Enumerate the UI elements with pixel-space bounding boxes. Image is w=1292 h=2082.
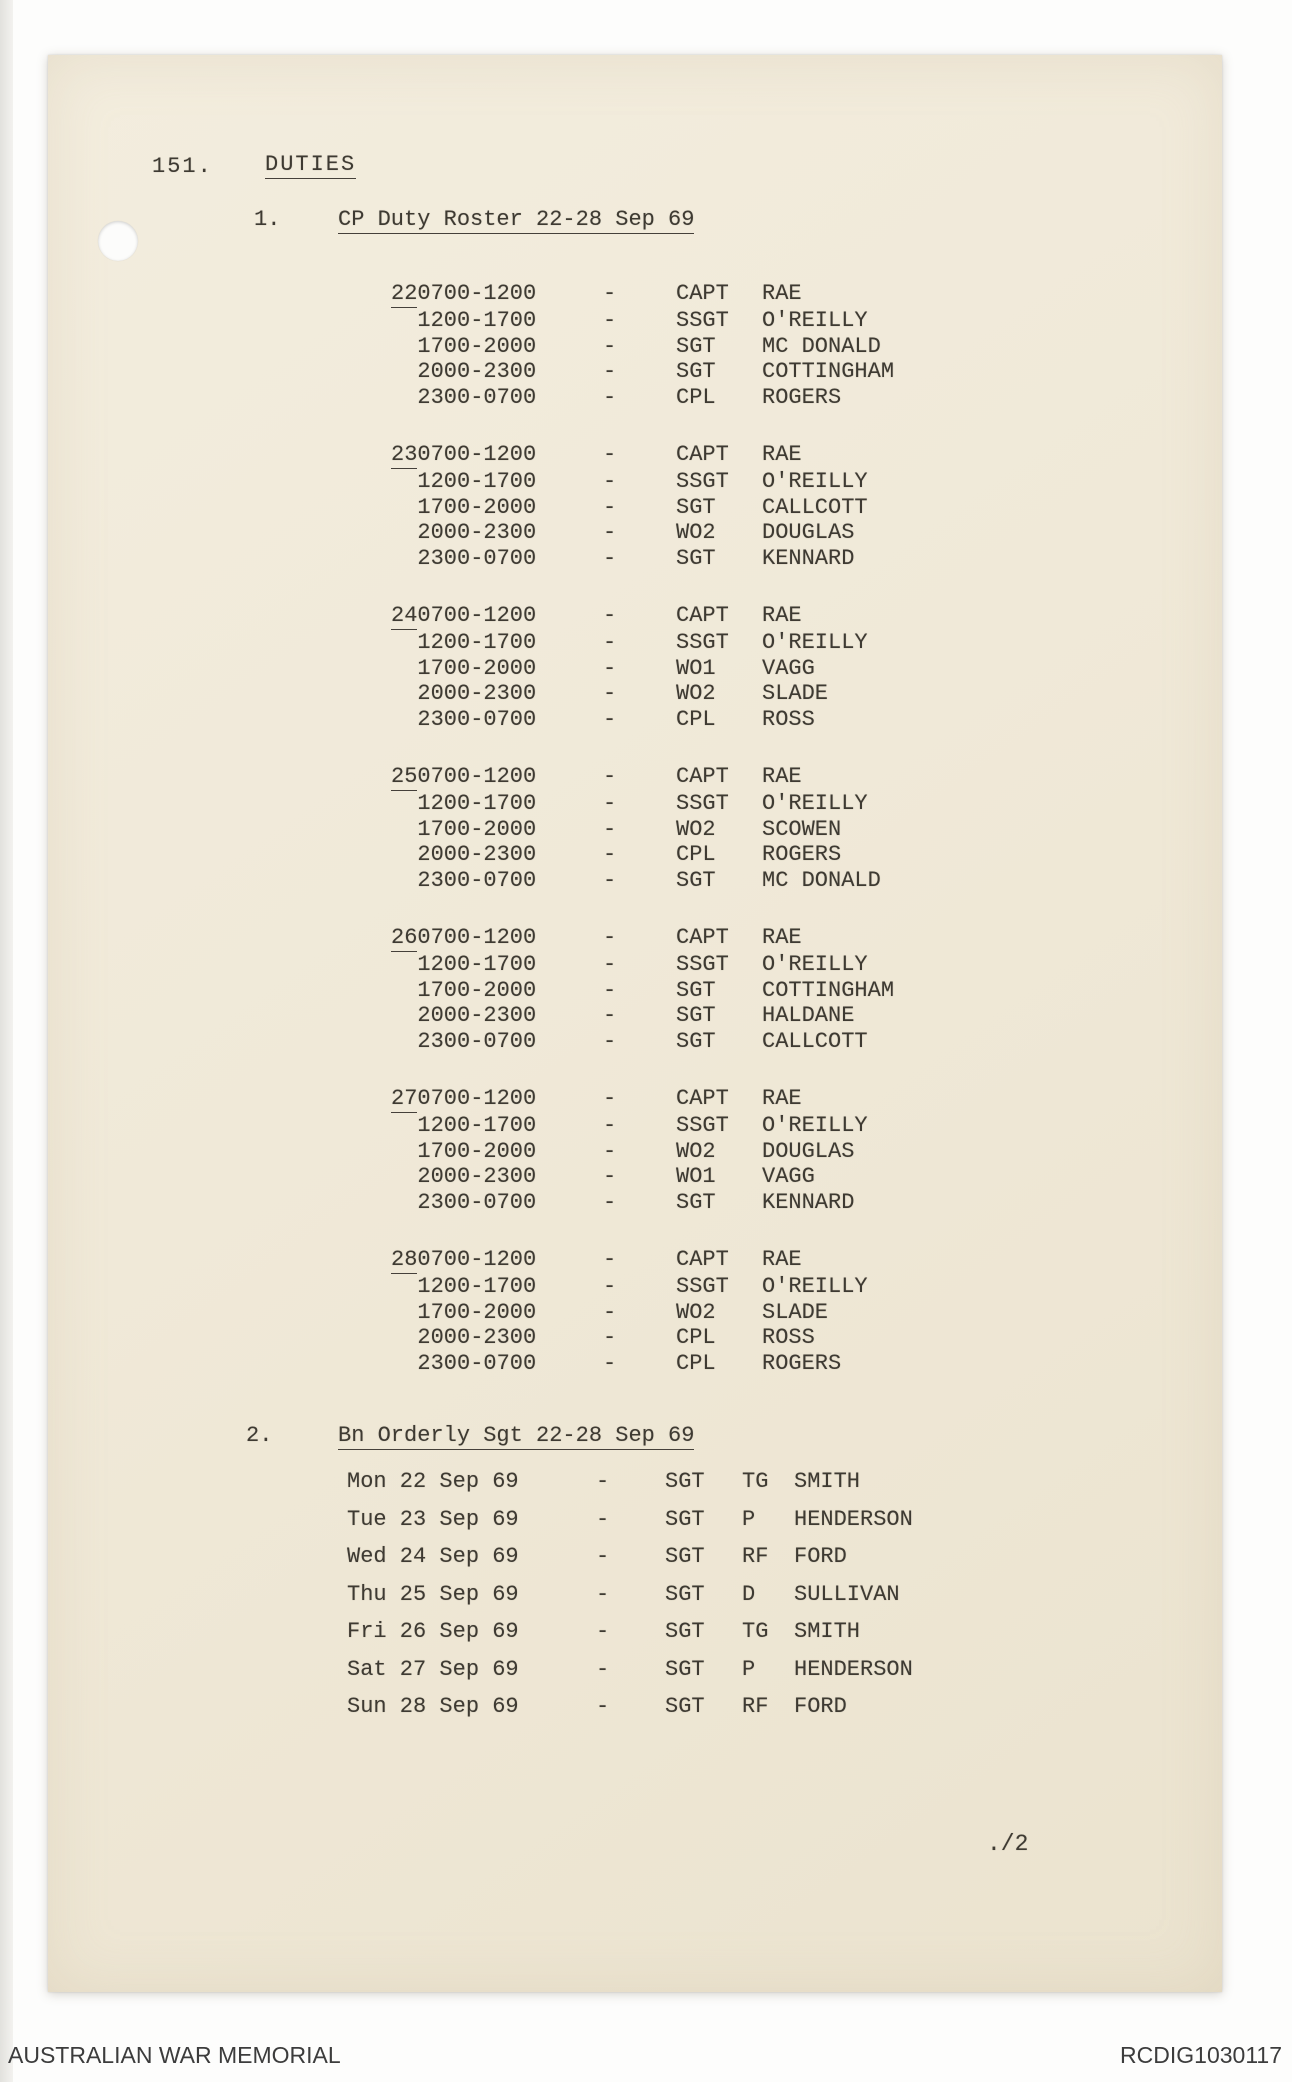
surname: SMITH bbox=[794, 1469, 861, 1494]
day-number: 23 bbox=[391, 441, 418, 467]
dash-separator: - bbox=[603, 842, 617, 868]
dash-separator: - bbox=[603, 520, 617, 546]
surname: SMITH bbox=[794, 1619, 861, 1644]
rank: SGT bbox=[676, 1003, 716, 1029]
time-cell bbox=[391, 1274, 603, 1300]
rank: SGT bbox=[676, 868, 716, 894]
duty-row bbox=[391, 1247, 894, 1274]
person-name: DOUGLAS bbox=[762, 1138, 855, 1164]
rank: CPL bbox=[676, 842, 716, 868]
time-cell bbox=[391, 442, 603, 469]
rank: SGT bbox=[676, 977, 716, 1003]
day-number: 24 bbox=[391, 602, 418, 628]
time-range: 0700-1200 bbox=[417, 441, 537, 467]
initials: RF bbox=[742, 1694, 769, 1719]
dash-separator: - bbox=[603, 1351, 617, 1377]
dash-separator: - bbox=[603, 1299, 617, 1325]
orderly-sgt-roster bbox=[347, 1469, 913, 1732]
person-name: ROGERS bbox=[762, 1351, 842, 1377]
duty-row bbox=[391, 520, 894, 546]
scanner-edge-strip bbox=[0, 0, 13, 2082]
dash-separator: - bbox=[596, 1506, 610, 1532]
duty-row bbox=[391, 681, 894, 707]
rank: SGT bbox=[665, 1619, 705, 1644]
duty-row bbox=[391, 495, 894, 521]
rank: WO2 bbox=[676, 681, 716, 707]
person-name: RAE bbox=[762, 441, 802, 467]
dash-separator: - bbox=[603, 307, 617, 333]
time-range: 2000-2300 bbox=[417, 1164, 537, 1190]
duty-day-block bbox=[391, 281, 894, 411]
dash-separator: - bbox=[603, 602, 617, 628]
dash-separator: - bbox=[603, 707, 617, 733]
time-range: 2300-0700 bbox=[417, 1190, 537, 1216]
continuation-mark: ./2 bbox=[987, 1831, 1029, 1857]
rank: SSGT bbox=[676, 1273, 729, 1299]
time-cell bbox=[391, 469, 603, 495]
duty-row bbox=[391, 1139, 894, 1165]
date: Wed 24 Sep 69 bbox=[347, 1544, 519, 1569]
time-cell bbox=[391, 281, 603, 308]
person-name: KENNARD bbox=[762, 546, 855, 572]
person-name: VAGG bbox=[762, 1164, 815, 1190]
time-cell bbox=[391, 1190, 603, 1216]
dash-separator: - bbox=[603, 1029, 617, 1055]
initials: P bbox=[742, 1656, 756, 1682]
surname: HENDERSON bbox=[794, 1506, 913, 1532]
dash-separator: - bbox=[603, 816, 617, 842]
document-page bbox=[48, 55, 1222, 1992]
person-name: RAE bbox=[762, 1085, 802, 1111]
rank: SGT bbox=[665, 1656, 705, 1682]
time-cell bbox=[391, 1139, 603, 1165]
rank: CAPT bbox=[676, 1085, 729, 1111]
duty-day-block bbox=[391, 1086, 894, 1216]
time-cell bbox=[391, 385, 603, 411]
time-range: 1700-2000 bbox=[417, 494, 537, 520]
time-range: 1700-2000 bbox=[417, 1299, 537, 1325]
rank: CPL bbox=[676, 1351, 716, 1377]
time-range: 2000-2300 bbox=[417, 842, 537, 868]
time-cell bbox=[391, 681, 603, 707]
rank: CAPT bbox=[676, 763, 729, 789]
rank: CPL bbox=[676, 385, 716, 411]
time-range: 2300-0700 bbox=[417, 1351, 537, 1377]
page-number: 151. bbox=[152, 154, 213, 179]
dash-separator: - bbox=[603, 1325, 617, 1351]
rank: SSGT bbox=[676, 468, 729, 494]
time-range: 1700-2000 bbox=[417, 1138, 537, 1164]
time-range: 0700-1200 bbox=[417, 281, 537, 306]
date: Mon 22 Sep 69 bbox=[347, 1469, 519, 1494]
person-name: ROGERS bbox=[762, 842, 842, 868]
dash-separator: - bbox=[603, 763, 617, 789]
dash-separator: - bbox=[603, 385, 617, 411]
orderly-row bbox=[347, 1694, 913, 1720]
time-cell bbox=[391, 656, 603, 682]
person-name: O'REILLY bbox=[762, 1112, 868, 1138]
time-range: 1200-1700 bbox=[417, 629, 537, 655]
time-cell bbox=[391, 1113, 603, 1139]
time-cell bbox=[391, 495, 603, 521]
dash-separator: - bbox=[603, 655, 617, 681]
section2-title: Bn Orderly Sgt 22-28 Sep 69 bbox=[338, 1423, 695, 1448]
time-range: 0700-1200 bbox=[417, 924, 537, 950]
time-cell bbox=[391, 520, 603, 546]
rank: SSGT bbox=[676, 951, 729, 977]
initials: P bbox=[742, 1506, 756, 1532]
surname: HENDERSON bbox=[794, 1656, 913, 1682]
dash-separator: - bbox=[596, 1694, 610, 1719]
record-id: RCDIG1030117 bbox=[1120, 2042, 1282, 2068]
person-name: RAE bbox=[762, 281, 802, 306]
rank: SGT bbox=[676, 494, 716, 520]
section1-index: 1. bbox=[254, 207, 281, 232]
time-range: 1200-1700 bbox=[417, 307, 537, 333]
dash-separator: - bbox=[596, 1469, 610, 1494]
duty-row bbox=[391, 1003, 894, 1029]
duty-row bbox=[391, 359, 894, 385]
section2-header bbox=[246, 1423, 694, 1450]
duty-day-block bbox=[391, 925, 894, 1055]
dash-separator: - bbox=[603, 1003, 617, 1029]
date: Tue 23 Sep 69 bbox=[347, 1506, 519, 1532]
time-cell bbox=[391, 978, 603, 1004]
duty-row bbox=[391, 1113, 894, 1139]
rank: CAPT bbox=[676, 281, 729, 306]
time-range: 1200-1700 bbox=[417, 951, 537, 977]
time-range: 2300-0700 bbox=[417, 868, 537, 894]
rank: CPL bbox=[676, 707, 716, 733]
orderly-row bbox=[347, 1619, 913, 1645]
time-cell bbox=[391, 1247, 603, 1274]
duty-row bbox=[391, 1190, 894, 1216]
duty-row bbox=[391, 603, 894, 630]
initials: RF bbox=[742, 1544, 769, 1569]
duty-row bbox=[391, 817, 894, 843]
time-range: 1200-1700 bbox=[417, 790, 537, 816]
dash-separator: - bbox=[603, 546, 617, 572]
section1-header bbox=[254, 207, 694, 234]
person-name: SLADE bbox=[762, 1299, 829, 1325]
time-range: 1200-1700 bbox=[417, 468, 537, 494]
time-range: 1700-2000 bbox=[417, 977, 537, 1003]
rank: CPL bbox=[676, 1325, 716, 1351]
dash-separator: - bbox=[603, 977, 617, 1003]
orderly-row bbox=[347, 1469, 913, 1495]
time-cell bbox=[391, 1029, 603, 1055]
rank: SSGT bbox=[676, 307, 729, 333]
surname: FORD bbox=[794, 1694, 847, 1719]
rank: SSGT bbox=[676, 629, 729, 655]
time-range: 2000-2300 bbox=[417, 359, 537, 385]
time-cell bbox=[391, 630, 603, 656]
orderly-row bbox=[347, 1544, 913, 1570]
document-heading: DUTIES bbox=[265, 152, 357, 177]
person-name: O'REILLY bbox=[762, 951, 868, 977]
rank: WO2 bbox=[676, 1299, 716, 1325]
time-range: 0700-1200 bbox=[417, 763, 537, 789]
person-name: ROGERS bbox=[762, 385, 842, 411]
dash-separator: - bbox=[603, 1112, 617, 1138]
time-range: 2300-0700 bbox=[417, 385, 537, 411]
dash-separator: - bbox=[603, 359, 617, 385]
dash-separator: - bbox=[603, 494, 617, 520]
rank: WO2 bbox=[676, 1138, 716, 1164]
rank: SSGT bbox=[676, 790, 729, 816]
dash-separator: - bbox=[603, 951, 617, 977]
rank: WO2 bbox=[676, 816, 716, 842]
day-number: 22 bbox=[391, 281, 418, 306]
rank: SGT bbox=[665, 1544, 705, 1569]
day-number: 25 bbox=[391, 763, 418, 789]
duty-row bbox=[391, 334, 894, 360]
archive-name: AUSTRALIAN WAR MEMORIAL bbox=[8, 2042, 341, 2068]
dash-separator: - bbox=[603, 629, 617, 655]
time-cell bbox=[391, 546, 603, 572]
orderly-row bbox=[347, 1657, 913, 1683]
time-cell bbox=[391, 1003, 603, 1029]
time-cell bbox=[391, 1086, 603, 1113]
dash-separator: - bbox=[596, 1656, 610, 1682]
day-number: 27 bbox=[391, 1085, 418, 1111]
person-name: COTTINGHAM bbox=[762, 359, 895, 385]
dash-separator: - bbox=[603, 868, 617, 894]
time-range: 0700-1200 bbox=[417, 1246, 537, 1272]
duty-row bbox=[391, 281, 894, 308]
duty-row bbox=[391, 630, 894, 656]
duty-row bbox=[391, 978, 894, 1004]
orderly-row bbox=[347, 1507, 913, 1533]
surname: FORD bbox=[794, 1544, 847, 1569]
rank: SGT bbox=[676, 1029, 716, 1055]
dash-separator: - bbox=[596, 1544, 610, 1569]
person-name: COTTINGHAM bbox=[762, 977, 895, 1003]
date: Sat 27 Sep 69 bbox=[347, 1656, 519, 1682]
date: Sun 28 Sep 69 bbox=[347, 1694, 519, 1719]
time-cell bbox=[391, 359, 603, 385]
initials: TG bbox=[742, 1469, 769, 1494]
dash-separator: - bbox=[603, 1164, 617, 1190]
time-range: 0700-1200 bbox=[417, 602, 537, 628]
dash-separator: - bbox=[603, 468, 617, 494]
date: Thu 25 Sep 69 bbox=[347, 1581, 519, 1607]
time-range: 1700-2000 bbox=[417, 655, 537, 681]
person-name: RAE bbox=[762, 763, 802, 789]
day-number: 26 bbox=[391, 924, 418, 950]
rank: CAPT bbox=[676, 441, 729, 467]
time-cell bbox=[391, 868, 603, 894]
person-name: ROSS bbox=[762, 1325, 815, 1351]
surname: SULLIVAN bbox=[794, 1581, 900, 1607]
duty-row bbox=[391, 925, 894, 952]
time-range: 2300-0700 bbox=[417, 707, 537, 733]
person-name: O'REILLY bbox=[762, 468, 868, 494]
time-cell bbox=[391, 334, 603, 360]
duty-row bbox=[391, 1086, 894, 1113]
dash-separator: - bbox=[603, 681, 617, 707]
time-range: 1200-1700 bbox=[417, 1273, 537, 1299]
rank: CAPT bbox=[676, 924, 729, 950]
time-cell bbox=[391, 842, 603, 868]
dash-separator: - bbox=[603, 441, 617, 467]
duty-row bbox=[391, 1351, 894, 1377]
dash-separator: - bbox=[603, 1138, 617, 1164]
rank: WO2 bbox=[676, 520, 716, 546]
person-name: RAE bbox=[762, 924, 802, 950]
time-cell bbox=[391, 764, 603, 791]
person-name: ROSS bbox=[762, 707, 815, 733]
time-cell bbox=[391, 308, 603, 334]
duty-row bbox=[391, 308, 894, 334]
time-cell bbox=[391, 707, 603, 733]
time-range: 1200-1700 bbox=[417, 1112, 537, 1138]
time-cell bbox=[391, 1300, 603, 1326]
time-cell bbox=[391, 952, 603, 978]
duty-row bbox=[391, 1325, 894, 1351]
person-name: O'REILLY bbox=[762, 790, 868, 816]
rank: SGT bbox=[665, 1581, 705, 1607]
dash-separator: - bbox=[603, 1246, 617, 1272]
duty-row bbox=[391, 842, 894, 868]
person-name: RAE bbox=[762, 1246, 802, 1272]
duty-day-block bbox=[391, 1247, 894, 1377]
duty-row bbox=[391, 1164, 894, 1190]
rank: WO1 bbox=[676, 1164, 716, 1190]
duty-row bbox=[391, 764, 894, 791]
rank: SGT bbox=[676, 359, 716, 385]
orderly-row bbox=[347, 1582, 913, 1608]
person-name: O'REILLY bbox=[762, 1273, 868, 1299]
rank: CAPT bbox=[676, 1246, 729, 1272]
punch-hole bbox=[98, 221, 138, 261]
duty-row bbox=[391, 952, 894, 978]
dash-separator: - bbox=[603, 924, 617, 950]
person-name: O'REILLY bbox=[762, 307, 868, 333]
time-cell bbox=[391, 925, 603, 952]
day-number: 28 bbox=[391, 1246, 418, 1272]
time-range: 2300-0700 bbox=[417, 546, 537, 572]
dash-separator: - bbox=[596, 1581, 610, 1607]
section1-title: CP Duty Roster 22-28 Sep 69 bbox=[338, 207, 695, 232]
time-range: 2000-2300 bbox=[417, 681, 537, 707]
duty-day-block bbox=[391, 603, 894, 733]
initials: TG bbox=[742, 1619, 769, 1644]
rank: CAPT bbox=[676, 602, 729, 628]
person-name: VAGG bbox=[762, 655, 815, 681]
dash-separator: - bbox=[596, 1619, 610, 1644]
duty-row bbox=[391, 546, 894, 572]
section2-index: 2. bbox=[246, 1423, 273, 1448]
rank: SGT bbox=[676, 546, 716, 572]
time-range: 2300-0700 bbox=[417, 1029, 537, 1055]
person-name: MC DONALD bbox=[762, 333, 881, 359]
time-cell bbox=[391, 791, 603, 817]
time-cell bbox=[391, 817, 603, 843]
person-name: MC DONALD bbox=[762, 868, 881, 894]
time-range: 1700-2000 bbox=[417, 816, 537, 842]
person-name: O'REILLY bbox=[762, 629, 868, 655]
duty-row bbox=[391, 1300, 894, 1326]
cp-duty-roster bbox=[391, 281, 894, 1408]
date: Fri 26 Sep 69 bbox=[347, 1619, 519, 1644]
person-name: SLADE bbox=[762, 681, 829, 707]
time-range: 0700-1200 bbox=[417, 1085, 537, 1111]
dash-separator: - bbox=[603, 790, 617, 816]
rank: SSGT bbox=[676, 1112, 729, 1138]
time-cell bbox=[391, 1351, 603, 1377]
duty-row bbox=[391, 656, 894, 682]
dash-separator: - bbox=[603, 1190, 617, 1216]
time-cell bbox=[391, 1325, 603, 1351]
rank: SGT bbox=[676, 333, 716, 359]
duty-row bbox=[391, 791, 894, 817]
duty-day-block bbox=[391, 764, 894, 894]
duty-row bbox=[391, 1029, 894, 1055]
time-range: 2000-2300 bbox=[417, 1325, 537, 1351]
dash-separator: - bbox=[603, 1273, 617, 1299]
time-range: 1700-2000 bbox=[417, 333, 537, 359]
duty-row bbox=[391, 385, 894, 411]
person-name: KENNARD bbox=[762, 1190, 855, 1216]
time-cell bbox=[391, 603, 603, 630]
person-name: HALDANE bbox=[762, 1003, 855, 1029]
time-range: 2000-2300 bbox=[417, 520, 537, 546]
person-name: DOUGLAS bbox=[762, 520, 855, 546]
duty-row bbox=[391, 442, 894, 469]
duty-row bbox=[391, 469, 894, 495]
rank: WO1 bbox=[676, 655, 716, 681]
initials: D bbox=[742, 1581, 756, 1607]
time-cell bbox=[391, 1164, 603, 1190]
rank: SGT bbox=[665, 1506, 705, 1532]
duty-row bbox=[391, 1274, 894, 1300]
person-name: RAE bbox=[762, 602, 802, 628]
dash-separator: - bbox=[603, 333, 617, 359]
person-name: SCOWEN bbox=[762, 816, 842, 842]
person-name: CALLCOTT bbox=[762, 494, 868, 520]
rank: SGT bbox=[665, 1694, 705, 1719]
duty-row bbox=[391, 868, 894, 894]
dash-separator: - bbox=[603, 281, 617, 306]
rank: SGT bbox=[676, 1190, 716, 1216]
dash-separator: - bbox=[603, 1085, 617, 1111]
rank: SGT bbox=[665, 1469, 705, 1494]
time-range: 2000-2300 bbox=[417, 1003, 537, 1029]
duty-row bbox=[391, 707, 894, 733]
person-name: CALLCOTT bbox=[762, 1029, 868, 1055]
duty-day-block bbox=[391, 442, 894, 572]
